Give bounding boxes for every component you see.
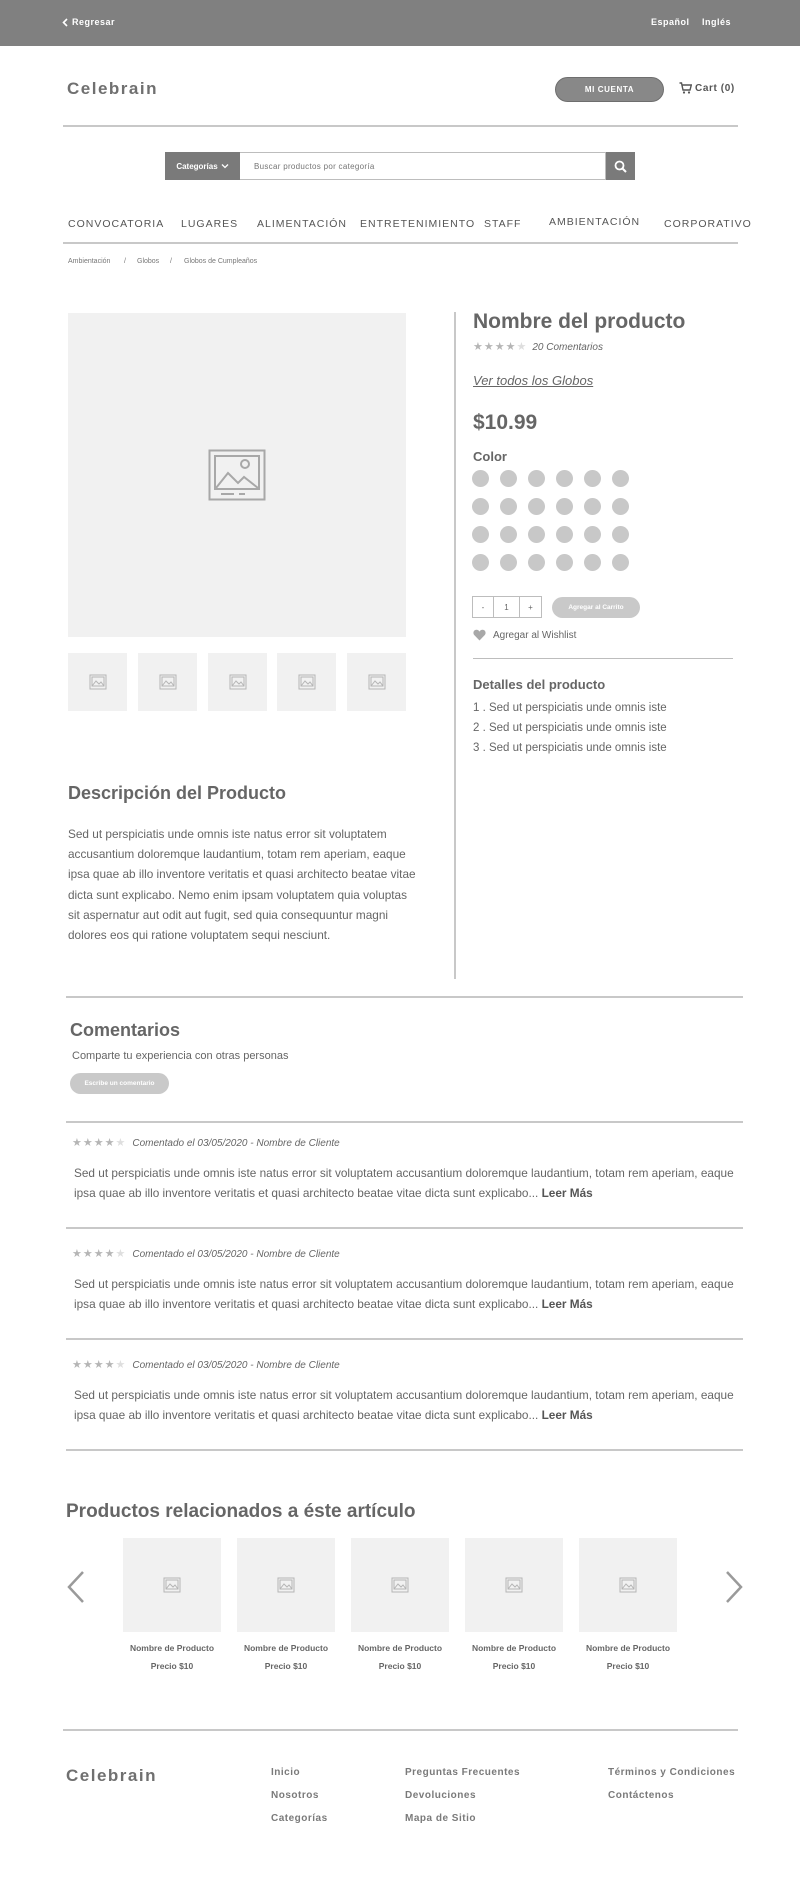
color-swatch[interactable] — [472, 554, 489, 571]
star-rating — [473, 342, 526, 353]
color-swatch[interactable] — [500, 498, 517, 515]
read-more-link[interactable]: Leer Más — [541, 1186, 593, 1201]
cart-label: Cart (0) — [695, 82, 735, 94]
color-swatch[interactable] — [556, 554, 573, 571]
star-empty-icon: ★ — [115, 1137, 126, 1149]
star-filled-icon: ★ — [72, 1248, 82, 1260]
related-product-name[interactable]: Nombre de Producto — [471, 1643, 557, 1653]
star-filled-icon: ★ — [93, 1248, 104, 1260]
product-title: Nombre del producto — [473, 310, 686, 333]
star-filled-icon: ★ — [82, 1248, 93, 1260]
review-body: Sed ut perspiciatis unde omnis iste natus error sit voluptatem accusantium doloremque laudantium, totam rem aperiam, eaque ipsa quae ab illo inventore veritatis et quasi architecto beatae vitae dicta sunt explicabo... — [74, 1166, 734, 1201]
star-filled-icon: ★ — [483, 341, 494, 353]
color-swatch[interactable] — [584, 554, 601, 571]
description-title: Descripción del Producto — [68, 783, 287, 803]
star-empty-icon: ★ — [115, 1248, 126, 1260]
carousel-prev-arrow[interactable] — [66, 1570, 86, 1604]
star-rating — [72, 1138, 125, 1149]
see-all-link[interactable]: Ver todos los Globos — [473, 373, 594, 388]
read-more-link[interactable]: Leer Más — [541, 1297, 593, 1312]
language-spanish-link[interactable]: Español — [651, 17, 690, 27]
footer-link-devoluciones[interactable]: Devoluciones — [405, 1790, 477, 1801]
quantity-decrease-button[interactable]: - — [472, 596, 494, 618]
color-swatch[interactable] — [612, 470, 629, 487]
write-comment-button[interactable]: Escribe un comentario — [70, 1073, 169, 1094]
nav-item-staff[interactable]: STAFF — [484, 218, 522, 230]
color-swatch[interactable] — [472, 526, 489, 543]
review-meta — [72, 1138, 340, 1149]
breadcrumb-ambientacion[interactable]: Ambientación — [68, 258, 111, 265]
section-divider — [66, 1449, 743, 1451]
color-swatch[interactable] — [528, 498, 545, 515]
related-product-price: Precio $10 — [606, 1661, 650, 1671]
related-product-image[interactable] — [237, 1538, 335, 1632]
comments-count[interactable]: 20 Comentarios — [532, 342, 603, 353]
quantity-value[interactable]: 1 — [494, 596, 520, 618]
color-swatch[interactable] — [500, 554, 517, 571]
star-filled-icon: ★ — [72, 1359, 82, 1371]
footer-link-contact[interactable]: Contáctenos — [608, 1790, 675, 1801]
add-to-cart-button[interactable]: Agregar al Carrito — [552, 597, 640, 618]
image-placeholder-icon — [159, 674, 177, 690]
back-link[interactable] — [62, 17, 115, 27]
star-filled-icon: ★ — [104, 1359, 115, 1371]
nav-item-convocatoria[interactable]: CONVOCATORIA — [68, 218, 165, 230]
color-swatch[interactable] — [556, 470, 573, 487]
nav-item-entretenimiento[interactable]: ENTRETENIMIENTO — [360, 218, 476, 230]
main-product-image — [68, 313, 406, 637]
star-empty-icon: ★ — [516, 341, 527, 353]
read-more-link[interactable]: Leer Más — [541, 1408, 593, 1423]
details-divider — [473, 658, 733, 659]
breadcrumb-separator: / — [170, 258, 172, 265]
related-product-price: Precio $10 — [492, 1661, 536, 1671]
search-input[interactable] — [240, 152, 606, 180]
related-product-image[interactable] — [579, 1538, 677, 1632]
color-swatch[interactable] — [528, 554, 545, 571]
color-swatch[interactable] — [612, 554, 629, 571]
image-placeholder-icon — [89, 674, 107, 690]
nav-item-lugares[interactable]: LUGARES — [181, 218, 239, 230]
related-product-name[interactable]: Nombre de Producto — [129, 1643, 215, 1653]
related-product-image[interactable] — [465, 1538, 563, 1632]
review-author-date: Comentado el 03/05/2020 - Nombre de Cliente — [132, 1138, 340, 1149]
image-placeholder-icon — [391, 1577, 409, 1593]
color-swatch[interactable] — [556, 526, 573, 543]
image-placeholder-icon — [298, 674, 316, 690]
review-body: Sed ut perspiciatis unde omnis iste natus error sit voluptatem accusantium doloremque laudantium, totam rem aperiam, eaque ipsa quae ab illo inventore veritatis et quasi architecto beatae vitae dicta sunt explicabo... — [74, 1277, 734, 1312]
footer-link-sitemap[interactable]: Mapa de Sitio — [405, 1813, 476, 1824]
star-rating — [72, 1249, 125, 1260]
related-product-name[interactable]: Nombre de Producto — [243, 1643, 329, 1653]
detail-item: 1 . Sed ut perspiciatis unde omnis iste — [473, 702, 667, 714]
color-label: Color — [473, 449, 507, 464]
language-english-link[interactable]: Inglés — [702, 17, 732, 27]
footer-divider — [63, 1729, 738, 1731]
cart-link[interactable] — [679, 82, 735, 94]
section-divider — [66, 996, 743, 998]
comments-subtitle: Comparte tu experiencia con otras personas — [72, 1050, 289, 1062]
quantity-increase-button[interactable]: + — [520, 596, 542, 618]
review-author-date: Comentado el 03/05/2020 - Nombre de Cliente — [132, 1249, 340, 1260]
footer-link-categorias[interactable]: Categorías — [271, 1813, 328, 1824]
category-dropdown[interactable] — [165, 152, 240, 180]
related-products-title: Productos relacionados a éste artículo — [66, 1501, 416, 1522]
star-filled-icon: ★ — [93, 1137, 104, 1149]
color-swatch[interactable] — [584, 526, 601, 543]
color-swatch[interactable] — [500, 470, 517, 487]
image-placeholder-icon — [163, 1577, 181, 1593]
color-swatch[interactable] — [612, 498, 629, 515]
star-rating — [72, 1360, 125, 1371]
review-meta — [72, 1360, 340, 1371]
star-filled-icon: ★ — [93, 1359, 104, 1371]
wishlist-link[interactable] — [473, 629, 576, 641]
star-filled-icon: ★ — [82, 1137, 93, 1149]
star-filled-icon: ★ — [505, 341, 516, 353]
carousel-next-arrow[interactable] — [724, 1570, 744, 1604]
star-empty-icon: ★ — [115, 1359, 126, 1371]
image-placeholder-icon — [505, 1577, 523, 1593]
color-swatch[interactable] — [556, 498, 573, 515]
color-swatch[interactable] — [472, 498, 489, 515]
star-filled-icon: ★ — [473, 341, 483, 353]
related-product-name[interactable]: Nombre de Producto — [357, 1643, 443, 1653]
product-thumbnail[interactable] — [277, 653, 336, 711]
nav-item-ambientacion[interactable]: AMBIENTACIÓN — [549, 216, 641, 228]
product-thumbnail[interactable] — [208, 653, 267, 711]
product-thumbnail[interactable] — [347, 653, 406, 711]
color-swatch[interactable] — [584, 470, 601, 487]
product-thumbnail[interactable] — [68, 653, 127, 711]
footer-link-inicio[interactable]: Inicio — [271, 1767, 301, 1778]
star-filled-icon: ★ — [72, 1137, 82, 1149]
wishlist-label: Agregar al Wishlist — [493, 629, 577, 641]
detail-item: 2 . Sed ut perspiciatis unde omnis iste — [473, 722, 667, 734]
star-filled-icon: ★ — [494, 341, 505, 353]
quantity-stepper — [472, 596, 542, 618]
nav-item-alimentacion[interactable]: ALIMENTACIÓN — [257, 218, 347, 230]
color-swatch[interactable] — [500, 526, 517, 543]
image-placeholder-icon — [208, 449, 266, 501]
site-logo[interactable]: Celebrain — [67, 79, 158, 98]
column-divider — [454, 312, 456, 979]
related-product-price: Precio $10 — [264, 1661, 308, 1671]
chevron-left-icon — [62, 18, 68, 27]
my-account-button[interactable]: MI CUENTA — [555, 77, 664, 102]
star-filled-icon: ★ — [82, 1359, 93, 1371]
review-meta — [72, 1249, 340, 1260]
review-text — [74, 1274, 744, 1314]
review-author-date: Comentado el 03/05/2020 - Nombre de Cliente — [132, 1360, 340, 1371]
footer-link-faq[interactable]: Preguntas Frecuentes — [405, 1767, 521, 1778]
search-button[interactable] — [606, 152, 635, 180]
breadcrumb-separator: / — [124, 258, 126, 265]
back-link-label: Regresar — [72, 17, 116, 27]
review-body: Sed ut perspiciatis unde omnis iste natus error sit voluptatem accusantium doloremque laudantium, totam rem aperiam, eaque ipsa quae ab illo inventore veritatis et quasi architecto beatae vitae dicta sunt explicabo... — [74, 1388, 734, 1423]
nav-item-corporativo[interactable]: CORPORATIVO — [664, 218, 752, 230]
description-body: Sed ut perspiciatis unde omnis iste natus error sit voluptatem accusantium doloremque laudantium, totam rem aperiam, eaque ipsa quae ab illo inventore veritatis et quasi architecto beatae vitae dicta sunt explicabo. Nemo enim ipsam voluptatem quia voluptas sit aspernatur aut odit aut fugit, sed quia consequuntur magni dolores eos qui ratione voluptatem sequi nesciunt. — [68, 827, 416, 943]
image-placeholder-icon — [229, 674, 247, 690]
category-dropdown-label: Categorías — [176, 161, 218, 171]
color-swatches — [472, 470, 629, 571]
product-price: $10.99 — [473, 411, 538, 434]
product-thumbnail[interactable] — [138, 653, 197, 711]
star-filled-icon: ★ — [104, 1137, 115, 1149]
image-placeholder-icon — [368, 674, 386, 690]
comments-title: Comentarios — [70, 1020, 181, 1040]
color-swatch[interactable] — [528, 526, 545, 543]
star-filled-icon: ★ — [104, 1248, 115, 1260]
related-product-image[interactable] — [351, 1538, 449, 1632]
search-icon — [614, 160, 627, 173]
color-swatch[interactable] — [528, 470, 545, 487]
review-divider — [66, 1227, 743, 1229]
heart-icon — [473, 629, 486, 641]
review-text — [74, 1385, 744, 1425]
color-swatch[interactable] — [584, 498, 601, 515]
image-placeholder-icon — [619, 1577, 637, 1593]
review-divider — [66, 1121, 743, 1123]
footer-logo[interactable]: Celebrain — [66, 1766, 157, 1785]
image-placeholder-icon — [277, 1577, 295, 1593]
cart-icon — [679, 82, 692, 94]
header-divider — [63, 125, 738, 127]
footer-link-nosotros[interactable]: Nosotros — [271, 1790, 319, 1801]
related-product-image[interactable] — [123, 1538, 221, 1632]
color-swatch[interactable] — [612, 526, 629, 543]
breadcrumb-current: Globos de Cumpleaños — [184, 258, 258, 265]
details-title: Detalles del producto — [473, 677, 606, 692]
related-product-price: Precio $10 — [378, 1661, 422, 1671]
breadcrumb-globos[interactable]: Globos — [137, 258, 160, 265]
review-divider — [66, 1338, 743, 1340]
detail-item: 3 . Sed ut perspiciatis unde omnis iste — [473, 742, 667, 754]
related-product-price: Precio $10 — [150, 1661, 194, 1671]
chevron-down-icon — [221, 163, 229, 169]
related-product-name[interactable]: Nombre de Producto — [585, 1643, 671, 1653]
nav-divider — [63, 242, 738, 244]
product-rating — [473, 342, 603, 353]
footer-link-terms[interactable]: Términos y Condiciones — [608, 1767, 736, 1778]
review-text — [74, 1163, 744, 1203]
color-swatch[interactable] — [472, 470, 489, 487]
